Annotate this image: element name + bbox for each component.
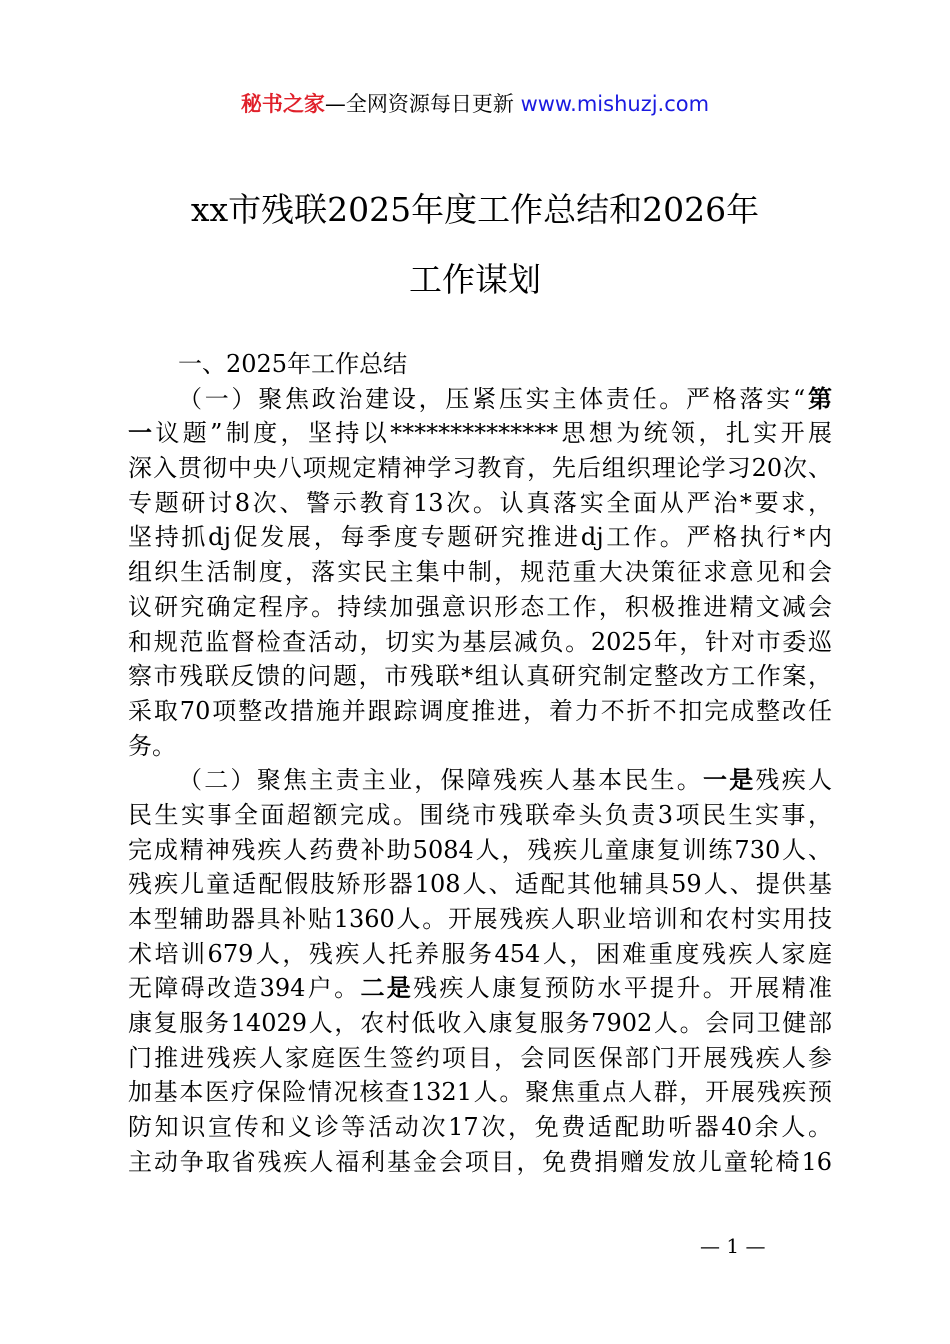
text-line [128,763,832,798]
text-line [128,867,832,902]
document-title-line-2: 工作谋划 [409,260,541,299]
text-run: 采取70项整改措施并跟踪调度推进，着力不折不扣完成整改任 [128,696,832,725]
text-run: 组织生活制度，落实民主集中制，规范重大决策征求意见和会 [128,558,832,587]
paragraph [128,382,832,764]
text-line [128,902,832,937]
bold-text: 第 [805,383,832,413]
text-line [128,555,832,590]
text-line [128,971,832,1006]
text-run: （二）聚焦主责主业，保障残疾人基本民生。 [178,766,703,795]
text-run: 坚持抓dj促发展，每季度专题研究推进dj工作。严格执行*内 [128,523,832,552]
text-line [128,520,832,555]
text-run: 一、2025年工作总结 [178,350,408,378]
text-line [128,347,832,382]
text-line [128,451,832,486]
text-run: 主动争取省残疾人福利基金会项目，免费捐赠发放儿童轮椅16 [128,1147,832,1176]
text-line [128,659,832,694]
site-header [0,88,950,120]
text-line [128,694,832,729]
document-body [128,347,832,1180]
page-number: — 1 — [700,1234,766,1258]
text-run: 民生实事全面超额完成。围绕市残联牵头负责3项民生实事， [128,800,832,829]
text-line [128,937,832,972]
text-line [128,382,832,417]
text-run: 康复服务14029人，农村低收入康复服务7902人。会同卫健部 [128,1009,832,1038]
document-title-line-1: xx市残联2025年度工作总结和2026年 [190,190,760,229]
site-url-link[interactable]: www.mishuzj.com [520,92,710,116]
text-run: 术培训679人，残疾人托养服务454人，困难重度残疾人家庭 [128,939,832,968]
text-line [128,1145,832,1180]
bold-text: 一 [128,418,156,448]
text-run: 和规范监督检查活动，切实为基层减负。2025年，针对市委巡 [128,627,832,656]
text-run: 门推进残疾人家庭医生签约项目，会同医保部门开展残疾人参 [128,1043,832,1072]
text-line [128,729,832,764]
text-run: 残疾儿童适配假肢矫形器108人、适配其他辅具59人、提供基 [128,870,832,899]
text-line [128,1075,832,1110]
text-run: 残疾人康复预防水平提升。开展精准 [413,974,833,1003]
text-run: 专题研讨8次、警示教育13次。认真落实全面从严治*要求， [128,488,832,517]
text-run: 加基本医疗保险情况核查1321人。聚焦重点人群，开展残疾预 [128,1078,832,1107]
header-tagline: —全网资源每日更新 [324,92,521,116]
bold-text: 一是 [703,765,756,795]
text-run: 深入贯彻中央八项规定精神学习教育，先后组织理论学习20次、 [128,454,832,483]
brand-name: 秘书之家 [240,92,325,116]
paragraph [128,763,832,1179]
text-line [128,1041,832,1076]
text-run: 议研究确定程序。持续加强意识形态工作，积极推进精文减会 [128,592,832,621]
text-line [128,1006,832,1041]
text-line [128,486,832,521]
text-line [128,416,832,451]
text-run: 防知识宣传和义诊等活动次17次，免费适配助听器40余人。 [128,1113,832,1142]
text-run: （一）聚焦政治建设，压紧压实主体责任。严格落实“ [178,384,806,413]
bold-text: 二是 [360,973,414,1003]
text-line [128,1110,832,1145]
text-line [128,798,832,833]
text-run: 残疾人 [755,766,832,795]
text-run: 务。 [128,731,176,760]
section-heading [128,347,832,382]
text-line [128,833,832,868]
text-run: 议题”制度，坚持以**************思想为统领，扎实开展 [155,419,832,448]
text-run: 本型辅助器具补贴1360人。开展残疾人职业培训和农村实用技 [128,905,832,933]
text-run: 无障碍改造394户。 [128,974,361,1003]
text-run: 完成精神残疾人药费补助5084人，残疾儿童康复训练730人、 [128,835,832,864]
text-run: 察市残联反馈的问题，市残联*组认真研究制定整改方工作案， [128,662,832,691]
text-line [128,590,832,625]
text-line [128,625,832,660]
